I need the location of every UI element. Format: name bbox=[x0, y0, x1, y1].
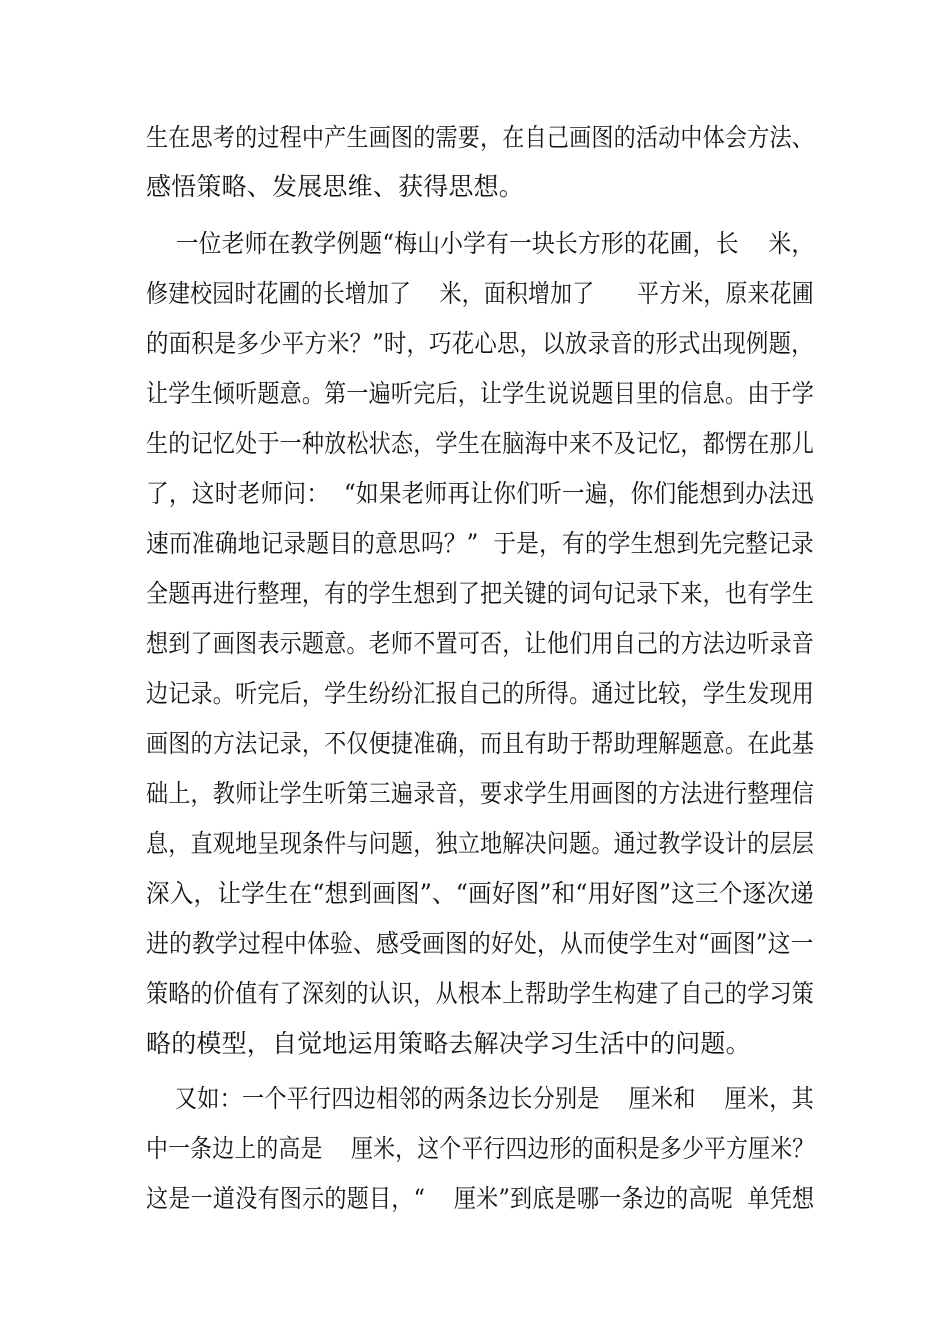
text-line: 修建校园时花圃的长增加了 米，面积增加了 平方米，原来花圃 bbox=[146, 279, 814, 308]
text-line: 想到了画图表示题意。老师不置可否，让他们用自己的方法边听录音 bbox=[146, 629, 815, 658]
text-line: 的面积是多少平方米？”时，巧花心思，以放录音的形式出现例题， bbox=[146, 329, 814, 358]
text-line: 感悟策略、发展思维、获得思想。 bbox=[146, 172, 525, 201]
text-line: 让学生倾听题意。第一遍听完后，让学生说说题目里的信息。由于学 bbox=[146, 379, 815, 408]
text-line: 一位老师在教学例题“梅山小学有一块长方形的花圃，长 米， bbox=[146, 229, 815, 258]
text-line: 边记录。听完后，学生纷纷汇报自己的所得。通过比较，学生发现用 bbox=[146, 679, 815, 708]
text-line: 进的教学过程中体验、感受画图的好处，从而使学生对“画图”这一 bbox=[146, 929, 814, 958]
text-line: 了，这时老师问： “如果老师再让你们听一遍，你们能想到办法迅 bbox=[146, 479, 814, 508]
text-line: 速而准确地记录题目的意思吗？” 于是，有的学生想到先完整记录 bbox=[146, 529, 814, 558]
text-line: 这是一道没有图示的题目，“ 厘米”到底是哪一条边的高呢 单凭想 bbox=[146, 1184, 815, 1213]
text-line: 画图的方法记录，不仅便捷准确，而且有助于帮助理解题意。在此基 bbox=[146, 729, 815, 758]
text-line: 础上，教师让学生听第三遍录音，要求学生用画图的方法进行整理信 bbox=[146, 779, 815, 808]
text-line: 息，直观地呈现条件与问题，独立地解决问题。通过教学设计的层层 bbox=[146, 829, 815, 858]
text-line: 又如：一个平行四边相邻的两条边长分别是 厘米和 厘米，其 bbox=[146, 1084, 814, 1113]
text-line: 生在思考的过程中产生画图的需要，在自己画图的活动中体会方法、 bbox=[146, 123, 815, 152]
text-line: 生的记忆处于一种放松状态，学生在脑海中来不及记忆，都愣在那儿 bbox=[146, 429, 815, 458]
text-line: 策略的价值有了深刻的认识，从根本上帮助学生构建了自己的学习策 bbox=[146, 979, 815, 1008]
text-line: 深入，让学生在“想到画图”、“画好图”和“用好图”这三个逐次递 bbox=[146, 879, 814, 908]
text-line: 中一条边上的高是 厘米，这个平行四边形的面积是多少平方厘米？ bbox=[146, 1134, 815, 1163]
text-line: 略的模型，自觉地运用策略去解决学习生活中的问题。 bbox=[146, 1029, 751, 1058]
text-line: 全题再进行整理，有的学生想到了把关键的词句记录下来，也有学生 bbox=[146, 579, 815, 608]
